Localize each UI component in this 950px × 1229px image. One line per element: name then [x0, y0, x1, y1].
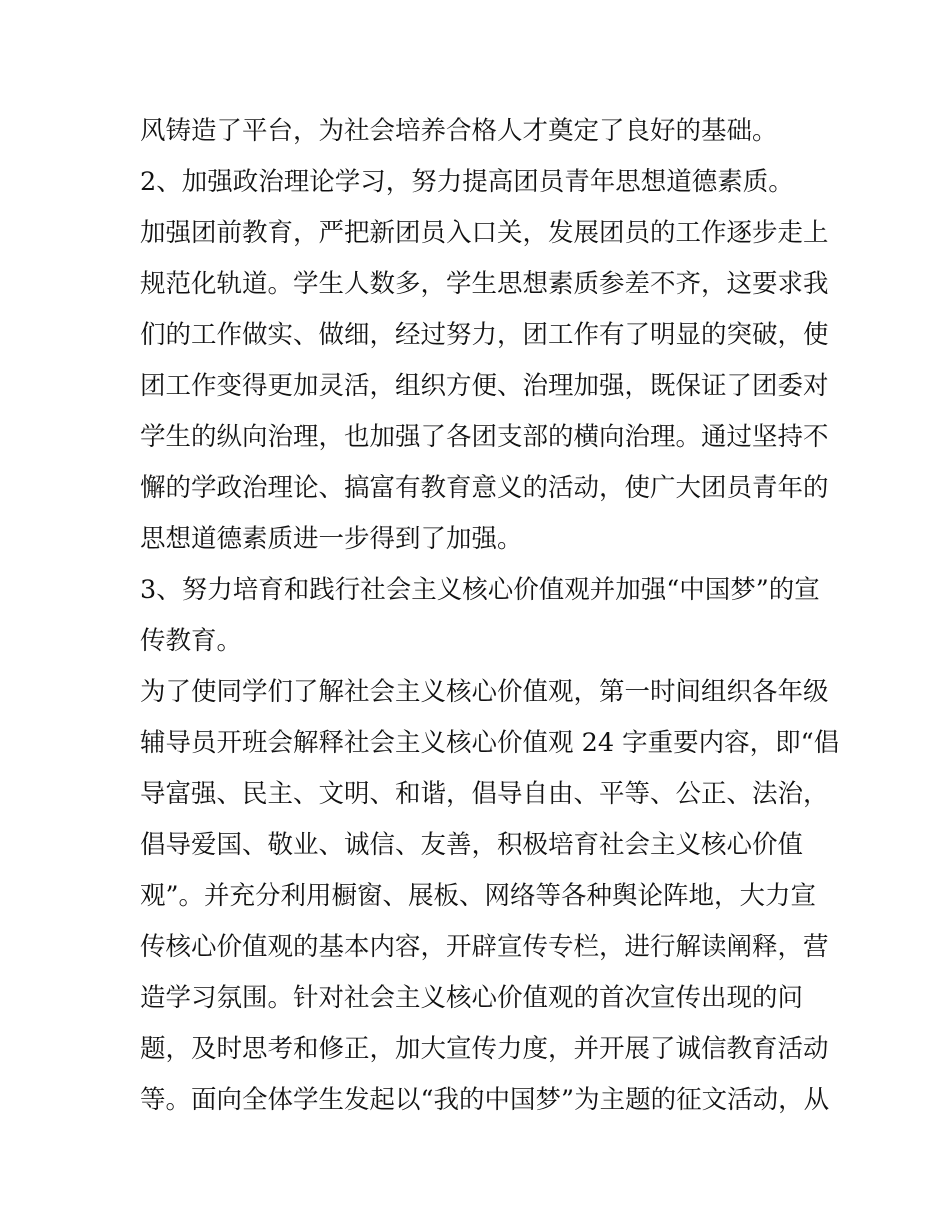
text-line: 风铸造了平台，为社会培养合格人才奠定了良好的基础。 [140, 116, 778, 146]
text-line: 等。面向全体学生发起以“我的中国梦”为主题的征文活动，从 [140, 1085, 830, 1115]
text-line: 团工作变得更加灵活，组织方便、治理加强，既保证了团委对 [140, 371, 829, 401]
section-heading: 3、努力培育和践行社会主义核心价值观并加强“中国梦”的宣 [140, 575, 820, 605]
text-line: 传核心价值观的基本内容，开辟宣传专栏，进行解读阐释，营 [140, 932, 829, 962]
text-line: 学生的纵向治理，也加强了各团支部的横向治理。通过坚持不 [140, 422, 829, 452]
text-line: 规范化轨道。学生人数多，学生思想素质参差不齐，这要求我 [140, 269, 829, 299]
section-heading: 2、加强政治理论学习，努力提高团员青年思想道德素质。 [140, 167, 794, 197]
text-line: 思想道德素质进一步得到了加强。 [140, 524, 523, 554]
text-line: 观”。并充分利用橱窗、展板、网络等各种舆论阵地，大力宣 [140, 881, 817, 911]
text-line: 们的工作做实、做细，经过努力，团工作有了明显的突破，使 [140, 320, 829, 350]
text-line: 造学习氛围。针对社会主义核心价值观的首次宣传出现的问 [140, 983, 804, 1013]
document-body [140, 106, 840, 1126]
text-line: 辅导员开班会解释社会主义核心价值观 24 字重要内容，即“倡 [140, 728, 840, 758]
text-line: 为了使同学们了解社会主义核心价值观，第一时间组织各年级 [140, 677, 829, 707]
text-line: 题，及时思考和修正，加大宣传力度，并开展了诚信教育活动 [140, 1034, 829, 1064]
section-heading-continued: 传教育。 [140, 626, 243, 656]
text-line: 加强团前教育，严把新团员入口关，发展团员的工作逐步走上 [140, 218, 829, 248]
text-line: 导富强、民主、文明、和谐，倡导自由、平等、公正、法治， [140, 779, 829, 809]
text-line: 倡导爱国、敬业、诚信、友善，积极培育社会主义核心价值 [140, 830, 804, 860]
text-line: 懈的学政治理论、搞富有教育意义的活动，使广大团员青年的 [140, 473, 829, 503]
